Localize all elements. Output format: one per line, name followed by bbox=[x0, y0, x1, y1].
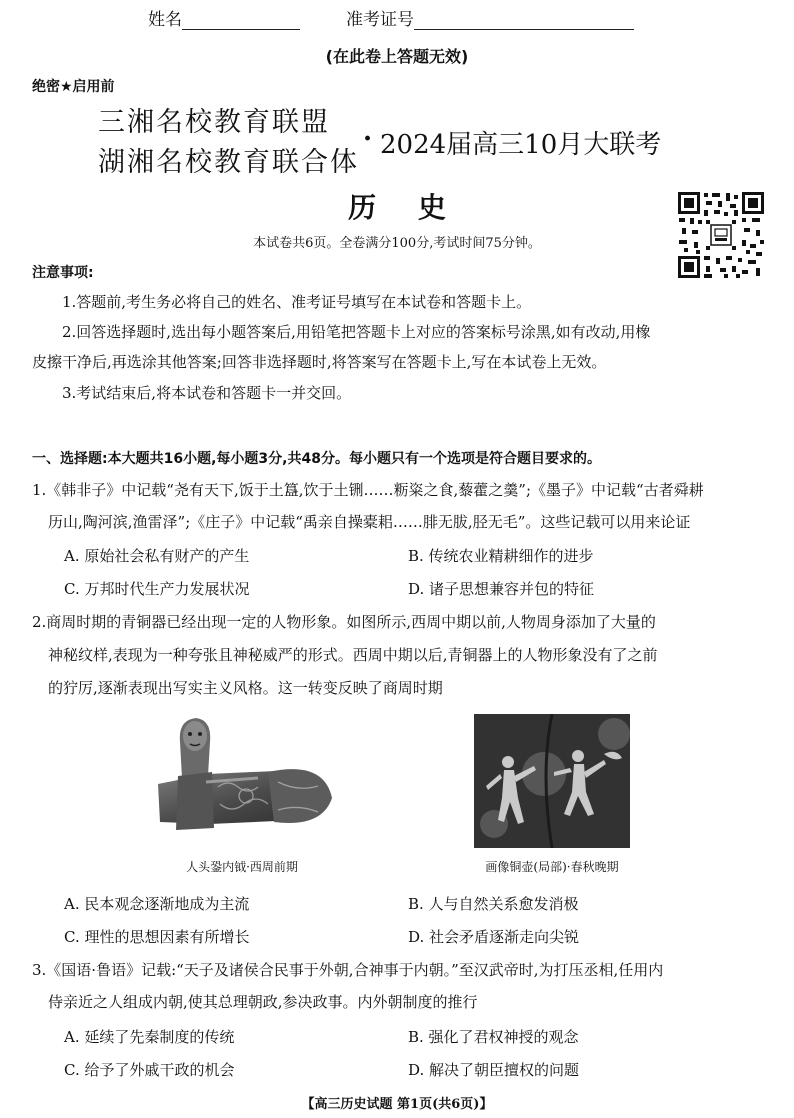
bronze-axe-image bbox=[148, 712, 336, 847]
notice-item-2: 2.回答选择题时,选出每小题答案后,用铅笔把答题卡上对应的答案标号涂黑,如有改动,用橡 bbox=[62, 323, 651, 341]
ticket-blank-line bbox=[414, 11, 634, 30]
exam-info: 本试卷共6页。全卷满分100分,考试时间75分钟。 bbox=[253, 236, 541, 251]
subject-title: 历 史 bbox=[348, 191, 462, 224]
name-blank-line bbox=[182, 11, 300, 30]
exam-title: 2024届高三10月大联考 bbox=[380, 130, 662, 160]
notice-item-2-cont: 皮擦干净后,再选涂其他答案;回答非选择题时,将答案写在答题卡上,写在本试卷上无效。 bbox=[32, 353, 607, 371]
question-2-line-1: 2.商周时期的青铜器已经出现一定的人物形象。如图所示,西周中期以前,人物周身添加了大量的 bbox=[32, 613, 656, 631]
question-3-option-d: D. 解决了朝臣擅权的问题 bbox=[408, 1061, 580, 1079]
image-left-caption: 人头銎内钺·西周前期 bbox=[186, 860, 298, 874]
invalid-note: (在此卷上答题无效) bbox=[325, 47, 469, 66]
question-3-line-2: 侍亲近之人组成内朝,使其总理朝政,参决政事。内外朝制度的推行 bbox=[48, 993, 478, 1011]
title-separator: · bbox=[363, 124, 373, 154]
question-3-option-a: A. 延续了先秦制度的传统 bbox=[64, 1028, 235, 1046]
notice-title: 注意事项: bbox=[32, 265, 94, 281]
org-name-1: 三湘名校教育联盟 bbox=[98, 107, 330, 138]
question-3-line-1: 3.《国语·鲁语》记载:“天子及诸侯合民事于外朝,合神事于内朝。”至汉武帝时,为打压丞相,任用内 bbox=[32, 961, 664, 979]
notice-item-3: 3.考试结束后,将本试卷和答题卡一并交回。 bbox=[62, 384, 352, 402]
question-1-option-b: B. 传统农业精耕细作的进步 bbox=[408, 547, 594, 565]
question-1-option-d: D. 诸子思想兼容并包的特征 bbox=[408, 580, 595, 598]
image-right-caption: 画像铜壶(局部)·春秋晚期 bbox=[485, 860, 619, 874]
question-2-line-2: 神秘纹样,表现为一种夸张且神秘威严的形式。西周中期以后,青铜器上的人物形象没有了之前 bbox=[48, 646, 658, 664]
question-1-line-1: 1.《韩非子》中记载“尧有天下,饭于土簋,饮于土铏……粝粢之食,藜藿之羹”;《墨子》中记载“古者舜耕 bbox=[32, 481, 704, 499]
question-3-option-b: B. 强化了君权神授的观念 bbox=[408, 1028, 579, 1046]
notice-item-1: 1.答题前,考生务必将自己的姓名、准考证号填写在本试卷和答题卡上。 bbox=[62, 293, 532, 311]
name-field-row bbox=[148, 10, 300, 30]
org-name-2: 湖湘名校教育联合体 bbox=[98, 147, 359, 178]
qr-code bbox=[676, 190, 766, 280]
question-2-option-c: C. 理性的思想因素有所增长 bbox=[64, 928, 250, 946]
question-2-line-3: 的狞厉,逐渐表现出写实主义风格。这一转变反映了商周时期 bbox=[48, 679, 443, 697]
question-1-line-2: 历山,陶河滨,渔雷泽”;《庄子》中记载“禹亲自操橐耜……腓无胈,胫无毛”。这些记载可以用来论证 bbox=[48, 513, 691, 531]
bronze-pot-detail-image bbox=[474, 714, 630, 848]
name-label: 姓名 bbox=[148, 10, 182, 30]
secret-label: 绝密★启用前 bbox=[32, 79, 115, 95]
question-1-option-c: C. 万邦时代生产力发展状况 bbox=[64, 580, 250, 598]
ticket-field-row bbox=[346, 10, 634, 30]
question-2-option-d: D. 社会矛盾逐渐走向尖锐 bbox=[408, 928, 580, 946]
qr-code-icon bbox=[676, 190, 766, 280]
page-footer: 【高三历史试题 第1页(共6页)】 bbox=[301, 1097, 493, 1112]
question-3-option-c: C. 给予了外戚干政的机会 bbox=[64, 1061, 235, 1079]
ticket-number-label: 准考证号 bbox=[346, 10, 414, 30]
question-2-option-b: B. 人与自然关系愈发消极 bbox=[408, 895, 579, 913]
question-2-option-a: A. 民本观念逐渐地成为主流 bbox=[64, 895, 250, 913]
question-1-option-a: A. 原始社会私有财产的产生 bbox=[64, 547, 250, 565]
section-1-title: 一、选择题:本大题共16小题,每小题3分,共48分。每小题只有一个选项是符合题目要求的。 bbox=[32, 451, 601, 467]
